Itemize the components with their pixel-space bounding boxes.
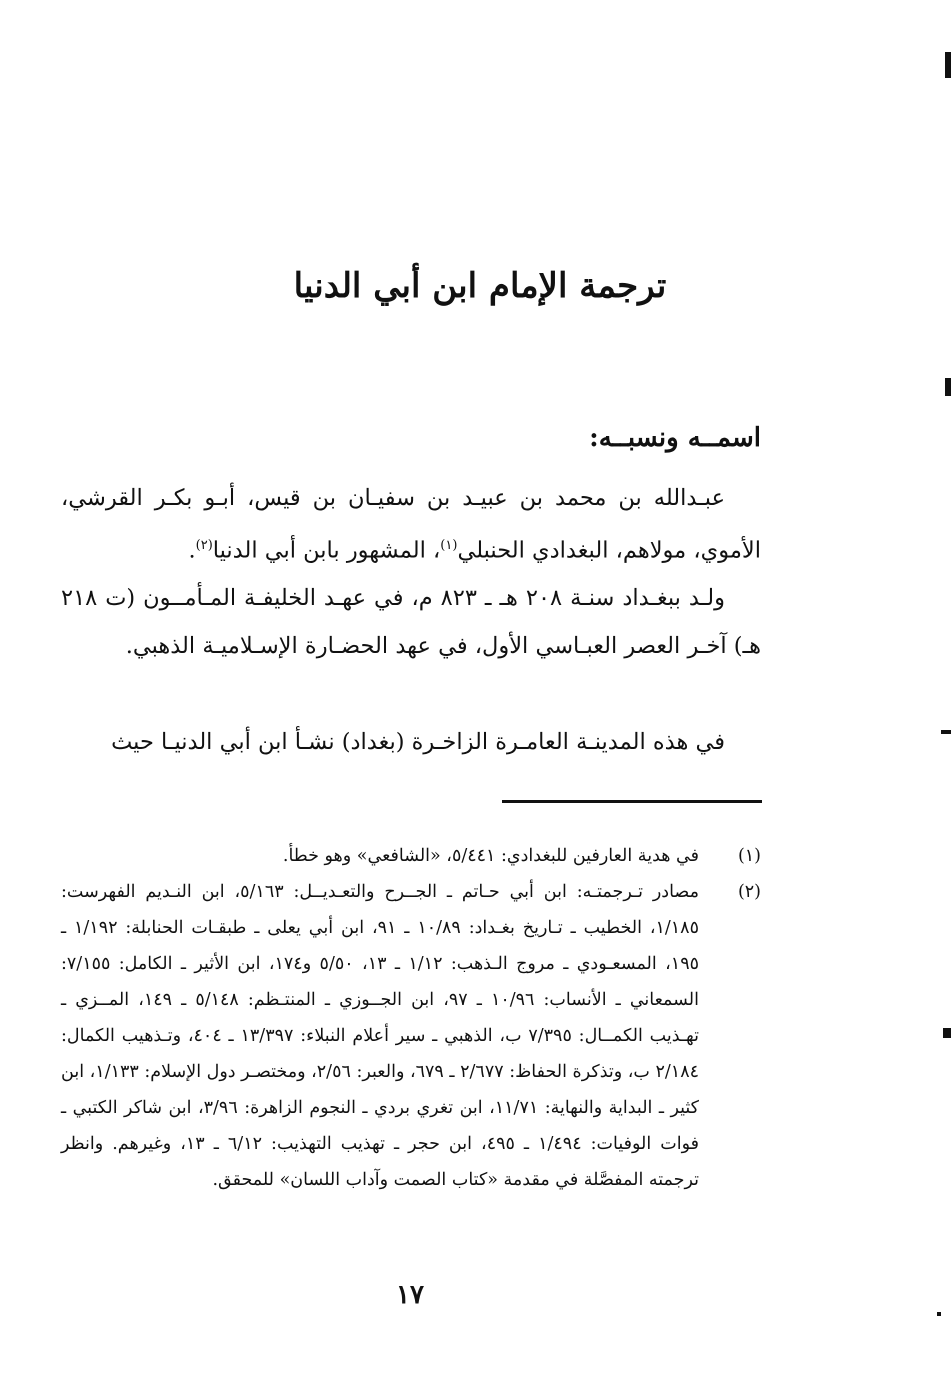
footnotes xyxy=(61,838,761,1198)
page-number: ١٧ xyxy=(396,1280,424,1310)
footnote-2 xyxy=(61,874,761,1198)
footnote-text: في هدية العارفين للبغدادي: ٥/٤٤١، «الشافعي» وهو خطأ. xyxy=(282,846,699,866)
paragraph-text: عبـدالله بن محمد بن عبيـد بن سفيـان بن قيس، أبـو بكـر القرشي، الأموي، مولاهم، البغدادي الحنبلي xyxy=(61,485,761,564)
scan-edge-mark xyxy=(945,378,951,396)
scan-edge-mark xyxy=(943,1028,951,1038)
paragraph-text: ولـد ببغـداد سنـة ٢٠٨ هـ ـ ٨٢٣ م، في عهـد الخليفـة المـأمــون (ت ٢١٨ هـ) آخـر العصر العبـاسي الأول، في عهد الحضـارة الإسـلاميـة الذهبي. xyxy=(61,585,761,659)
footnote-separator xyxy=(502,800,762,803)
paragraph-text: في هذه المدينـة العامـرة الزاخـرة (بغداد) نشـأ ابن أبي الدنيـا حيث xyxy=(111,729,725,755)
scan-edge-mark xyxy=(945,52,951,78)
paragraph-name-lineage xyxy=(61,474,761,575)
scan-edge-mark xyxy=(937,1312,941,1316)
footnote-1 xyxy=(61,838,761,874)
paragraph-upbringing xyxy=(61,718,761,766)
footnote-ref-2[interactable]: (٢) xyxy=(195,538,213,553)
paragraph-text: ، المشهور بابن أبي الدنيا xyxy=(212,537,441,564)
paragraph-text: . xyxy=(188,537,196,564)
footnote-ref-1[interactable]: (١) xyxy=(440,538,458,553)
page-title: ترجمة الإمام ابن أبي الدنيا xyxy=(293,266,667,306)
footnote-number: (١) xyxy=(737,846,761,866)
section-heading: اسمــه ونسبــه: xyxy=(589,423,761,453)
paragraph-birth xyxy=(61,574,761,670)
scan-edge-mark xyxy=(941,730,951,734)
footnote-text: مصادر تـرجمتـه: ابن أبي حـاتم ـ الجــرح والتعـديــل: ٥/١٦٣، ابن النـديم الفهرست: ١/١٨٥، الخطيب ـ تـاريخ بغـداد: ١٠/٨٩ ـ ٩١، ابن أبي يعلى ـ طبقـات الحنابلة: ١/١٩٢ ـ ١٩٥، المسعـودي ـ مروج الـذهب: ١/١٢ ـ ١٣، ٥/٥٠ و١٧٤، ابن الأثير ـ الكامل: ٧/١٥٥: السمعاني ـ الأنساب: ١٠/٩٦ ـ ٩٧، ابن الجــوزي ـ المنتـظم: ٥/١٤٨ ـ ١٤٩، المــزي ـ تهـذيب الكمــال: ٧/٣٩٥ ب، الذهبي ـ سير أعلام النبلاء: ١٣/٣٩٧ ـ ٤٠٤، وتـذهيب الكمال: ٢/١٨٤ ب، وتذكرة الحفاظ: ٢/٦٧٧ ـ ٦٧٩، والعبر: ٢/٥٦، ومختصـر دول الإسلام: ١/١٣٣، ابن كثير ـ البداية والنهاية: ١١/٧١، ابن تغري بردي ـ النجوم الزاهرة: ٣/٩٦، ابن شاكر الكتبي ـ فوات الوفيات: ١/٤٩٤ ـ ٤٩٥، ابن حجر ـ تهذيب التهذيب: ٦/١٢ ـ ١٣، وغيرهم. وانظر ترجمته المفصَّلة في مقدمة «كتاب الصمت وآداب اللسان» للمحقق. xyxy=(61,882,699,1190)
footnote-number: (٢) xyxy=(737,882,761,902)
